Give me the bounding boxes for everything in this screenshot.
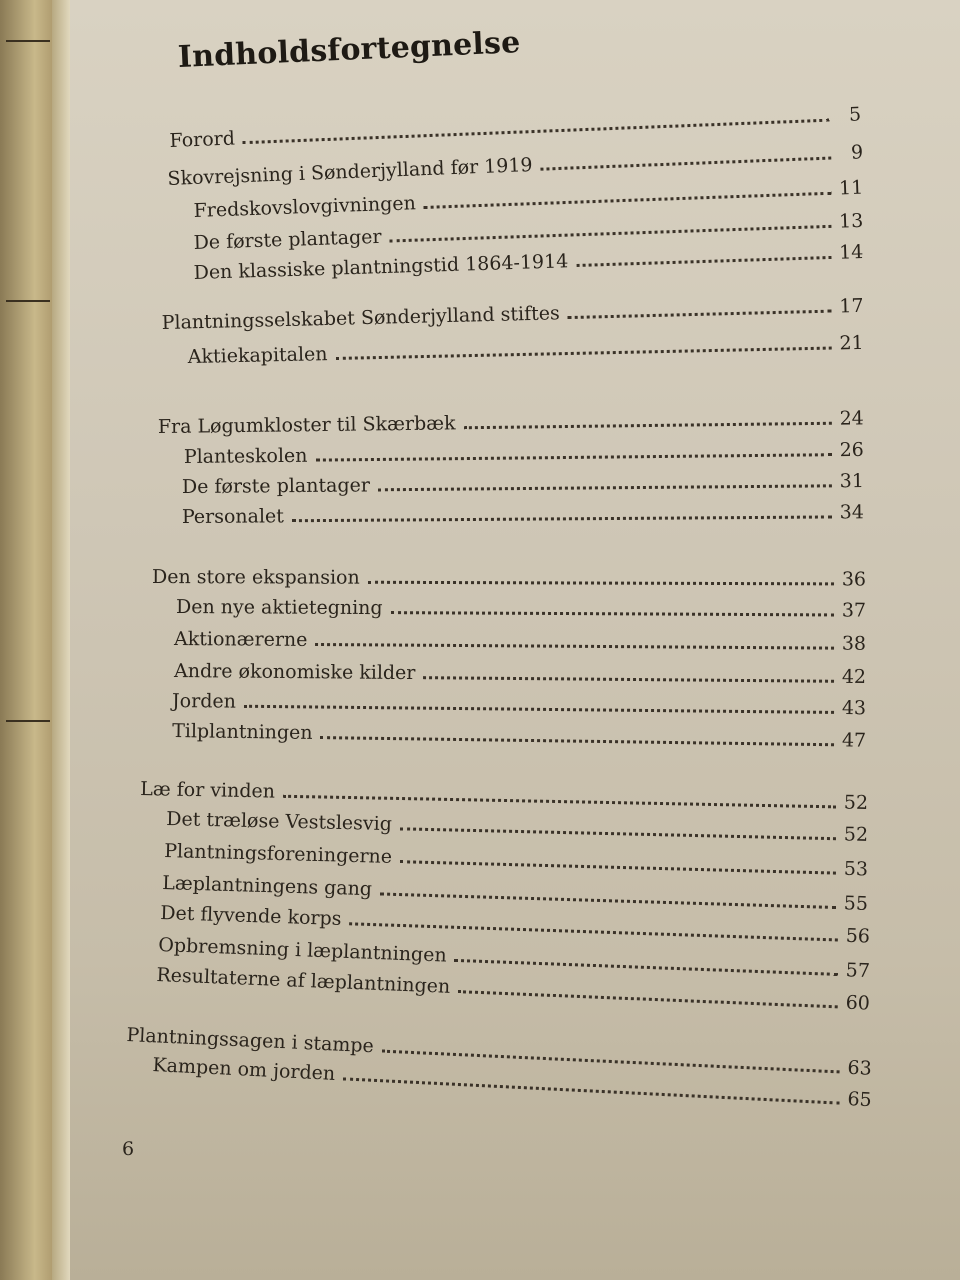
toc-entry-label: Personalet [181, 505, 284, 528]
map-line [6, 40, 50, 42]
toc-entry [152, 560, 866, 590]
toc-entry-label: Læplantningens gang [162, 872, 373, 901]
toc-entry-page: 38 [841, 632, 867, 655]
toc-entry [172, 684, 866, 719]
toc-entry-page: 60 [845, 991, 871, 1015]
toc-entry-page: 26 [839, 438, 864, 462]
toc-entry-page: 52 [843, 823, 869, 846]
dot-leader [368, 581, 834, 586]
toc-entry [176, 590, 866, 622]
toc-entry-label: Aktiekapitalen [187, 343, 328, 368]
toc-entry [182, 464, 864, 498]
toc-entry-label: Andre økonomiske kilder [174, 660, 416, 685]
toc-entry-label: Den nye aktietegning [176, 596, 383, 620]
toc-entry-page: 43 [841, 697, 867, 720]
toc-entry-label: Planteskolen [183, 444, 308, 468]
toc-entry-label: Plantningsforeningerne [164, 840, 393, 868]
toc-entry-label: Fredskovslovgivningen [193, 192, 417, 222]
toc-entry-page: 34 [839, 501, 864, 524]
toc-entry-page: 53 [843, 857, 869, 881]
dot-leader [568, 310, 832, 319]
toc-entry [158, 401, 864, 438]
toc-entry [182, 495, 864, 528]
toc-entry-label: Opbremsning i læplantningen [158, 934, 448, 967]
toc-entry-page: 55 [843, 892, 869, 915]
map-line [6, 300, 50, 302]
toc-entry-page: 47 [841, 729, 867, 752]
page-number: 6 [122, 1138, 135, 1160]
toc-entry-label: Resultaterne af læplantningen [156, 964, 451, 998]
toc-entry [174, 622, 866, 655]
page-title: Indholdsfortegnelse [177, 25, 522, 75]
toc-entry-page: 9 [850, 141, 864, 164]
toc-entry-label: Plantningssagen i stampe [126, 1024, 375, 1058]
toc-entry [184, 433, 864, 468]
dot-leader [464, 422, 832, 429]
dot-leader [541, 157, 832, 171]
toc-entry-label: Kampen om jorden [152, 1054, 336, 1085]
dot-leader [343, 1077, 840, 1104]
dot-leader [292, 515, 832, 522]
toc-entry-page: 13 [838, 209, 864, 233]
toc-entry-label: Det flyvende korps [160, 902, 342, 931]
dot-leader [336, 347, 832, 360]
toc-entry-page: 31 [839, 470, 864, 493]
map-line [6, 720, 50, 722]
toc-entry-label: Læ for vinden [140, 778, 276, 803]
toc-entry-page: 52 [843, 791, 869, 814]
toc-entry-label: Aktionærerne [174, 628, 308, 651]
toc-entry-page: 63 [847, 1056, 873, 1080]
toc-entry-page: 21 [839, 331, 864, 355]
dot-leader [315, 453, 831, 461]
toc-entry-label: Tilplantningen [172, 720, 313, 744]
dot-leader [400, 827, 836, 840]
toc-entry-page: 56 [845, 924, 871, 948]
toc-entry-label: Det træløse Vestslesvig [166, 808, 393, 836]
toc-entry-page: 57 [845, 959, 871, 983]
toc-entry-label: Plantningsselskabet Sønderjylland stiftes [161, 302, 561, 334]
dot-leader [423, 676, 834, 683]
toc-entry-label: Fra Løgumkloster til Skærbæk [157, 412, 456, 438]
dot-leader [400, 860, 836, 874]
toc-content [70, 0, 960, 1280]
toc-entry-page: 42 [841, 665, 867, 689]
toc-entry-label: De første plantager [193, 225, 382, 254]
dot-leader [576, 256, 831, 267]
dot-leader [244, 705, 834, 714]
toc-entry-page: 14 [838, 240, 864, 264]
toc-entry-page: 37 [841, 599, 867, 622]
dot-leader [378, 484, 832, 491]
toc-entry-page: 5 [848, 103, 862, 126]
toc-entry-label: Skovrejsning i Sønderjylland før 1919 [167, 153, 533, 190]
toc-entry-page: 65 [846, 1088, 873, 1112]
toc-entry [187, 326, 863, 368]
dot-leader [391, 611, 834, 616]
toc-entry [172, 714, 866, 752]
dot-leader [315, 643, 834, 650]
toc-entry-page: 36 [841, 568, 867, 591]
toc-entry-label: Forord [169, 127, 236, 152]
dot-leader [458, 990, 838, 1008]
dot-leader [321, 736, 835, 746]
toc-entry-page: 17 [839, 294, 864, 318]
toc-entry-page: 11 [838, 176, 864, 200]
toc-entry [174, 654, 866, 688]
toc-entry-page: 24 [839, 407, 864, 430]
toc-entry-label: De første plantager [181, 474, 370, 498]
toc-entry-label: Den store ekspansion [152, 566, 360, 589]
toc-entry-label: Jorden [172, 690, 237, 713]
adjacent-page [0, 0, 58, 1280]
toc-entry-label: Den klassiske plantningstid 1864-1914 [193, 250, 569, 284]
book-page [70, 0, 960, 1280]
